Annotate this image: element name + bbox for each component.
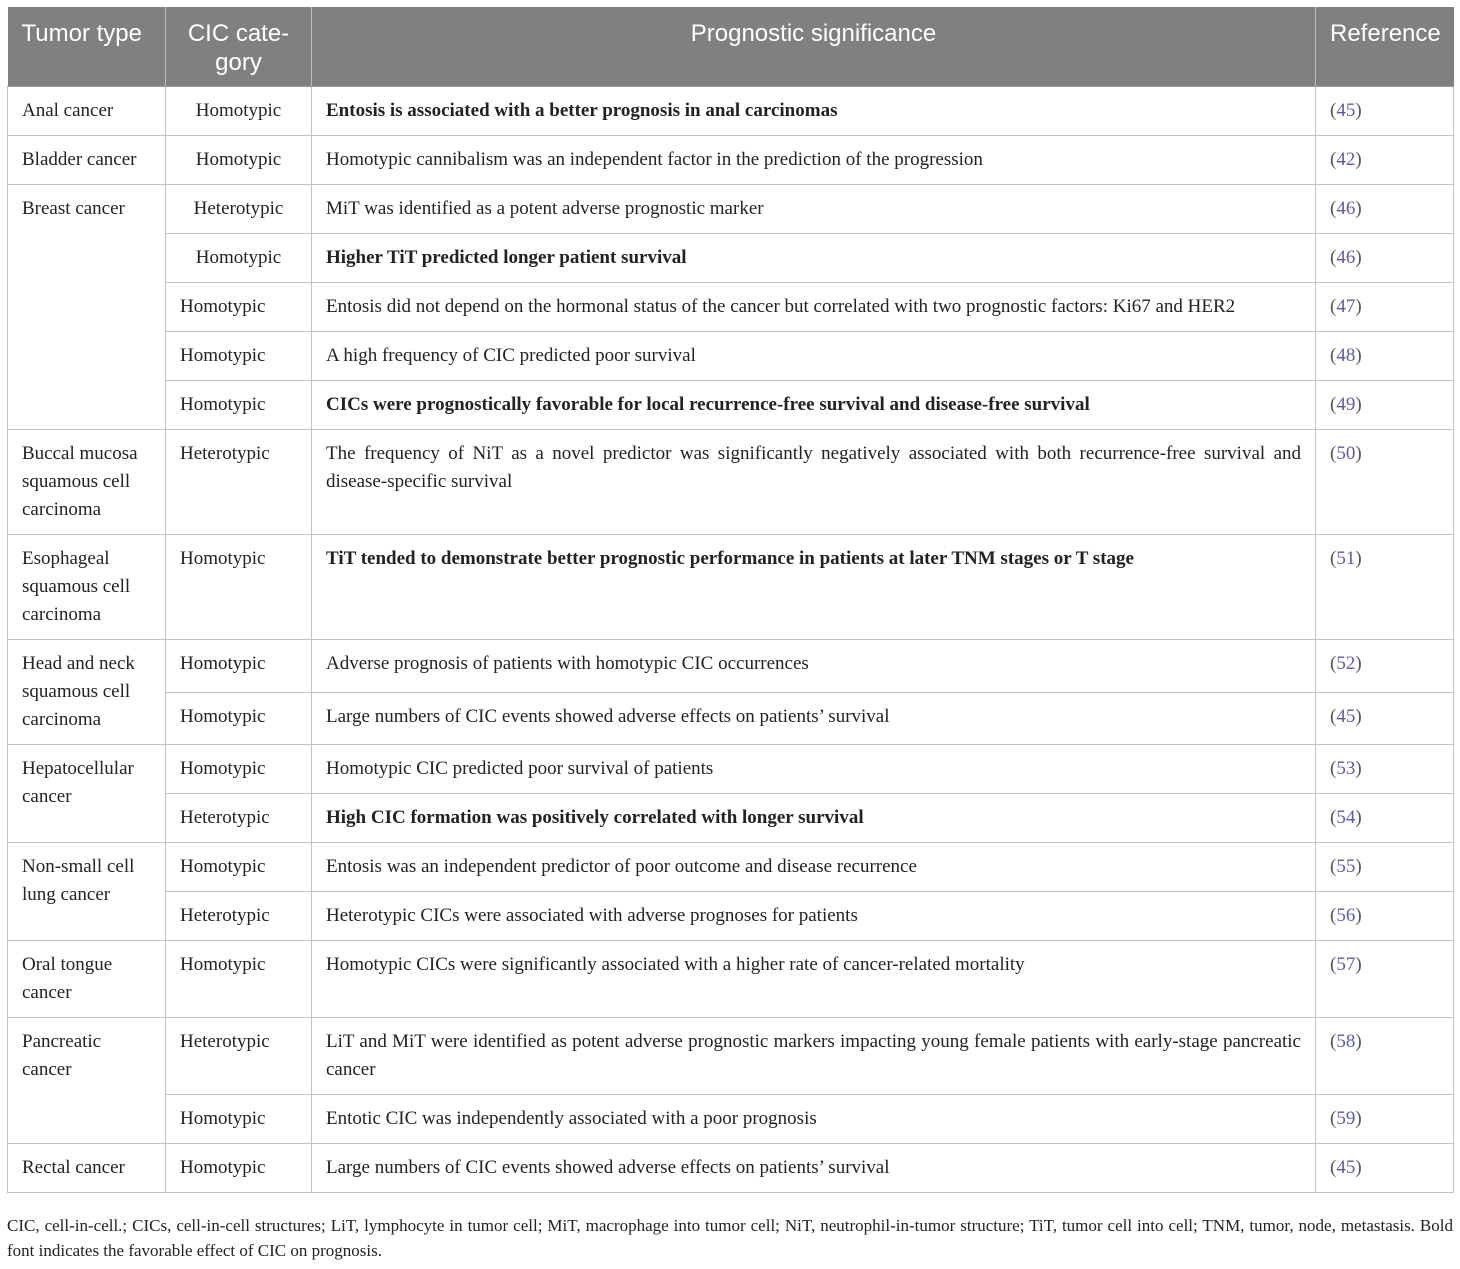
reference-close-paren: ) xyxy=(1355,548,1362,569)
table-row xyxy=(8,745,1454,794)
reference-close-paren: ) xyxy=(1355,705,1362,727)
prognostic-significance-cell: MiT was identified as a potent adverse prognostic marker xyxy=(312,185,1316,234)
reference-link[interactable]: 49 xyxy=(1336,394,1356,415)
table-row xyxy=(8,535,1454,640)
reference-open-paren: ( xyxy=(1330,807,1337,828)
prognostic-significance-cell: Higher TiT predicted longer patient survival xyxy=(312,234,1316,283)
cic-category-cell: Homotypic xyxy=(166,692,312,745)
reference-open-paren: ( xyxy=(1330,1157,1337,1178)
reference-open-paren: ( xyxy=(1330,705,1337,727)
reference-cell xyxy=(1316,430,1454,535)
cic-category-cell: Homotypic xyxy=(166,234,312,283)
reference-close-paren: ) xyxy=(1355,443,1362,464)
reference-open-paren: ( xyxy=(1330,548,1337,569)
reference-close-paren: ) xyxy=(1355,653,1362,674)
reference-link[interactable]: 58 xyxy=(1336,1031,1356,1052)
tumor-type-cell: Breast cancer xyxy=(8,185,166,430)
reference-close-paren: ) xyxy=(1355,1108,1362,1129)
reference-close-paren: ) xyxy=(1355,149,1362,170)
table-row xyxy=(8,640,1454,693)
cic-category-cell: Homotypic xyxy=(166,1144,312,1193)
tumor-type-cell: Pancreatic cancer xyxy=(8,1018,166,1144)
table-row xyxy=(8,1095,1454,1144)
reference-link[interactable]: 45 xyxy=(1336,1157,1356,1178)
table-body xyxy=(8,87,1454,1193)
cic-category-cell: Homotypic xyxy=(166,87,312,136)
reference-cell xyxy=(1316,941,1454,1018)
prognostic-significance-cell: High CIC formation was positively correlated with longer survival xyxy=(312,794,1316,843)
tumor-type-cell: Anal cancer xyxy=(8,87,166,136)
reference-open-paren: ( xyxy=(1330,198,1337,219)
reference-close-paren: ) xyxy=(1355,758,1362,779)
reference-close-paren: ) xyxy=(1355,1157,1362,1178)
cic-category-cell: Homotypic xyxy=(166,1095,312,1144)
reference-cell xyxy=(1316,332,1454,381)
table-row xyxy=(8,1018,1454,1095)
reference-cell xyxy=(1316,1018,1454,1095)
tumor-type-cell: Buccal mucosa squamous cell carcinoma xyxy=(8,430,166,535)
reference-open-paren: ( xyxy=(1330,296,1337,317)
reference-close-paren: ) xyxy=(1355,394,1362,415)
reference-open-paren: ( xyxy=(1330,100,1337,121)
cic-category-cell: Homotypic xyxy=(166,283,312,332)
reference-cell xyxy=(1316,1144,1454,1193)
reference-open-paren: ( xyxy=(1330,149,1337,170)
table-row xyxy=(8,430,1454,535)
reference-close-paren: ) xyxy=(1355,100,1362,121)
tumor-type-cell: Rectal cancer xyxy=(8,1144,166,1193)
reference-cell xyxy=(1316,640,1454,693)
reference-link[interactable]: 53 xyxy=(1336,758,1356,779)
reference-open-paren: ( xyxy=(1330,758,1337,779)
header-tumor-type: Tumor type xyxy=(8,7,166,87)
prognostic-significance-cell: Entotic CIC was independently associated with a poor prognosis xyxy=(312,1095,1316,1144)
reference-open-paren: ( xyxy=(1330,345,1337,366)
prognostic-significance-cell: Large numbers of CIC events showed adverse effects on patients’ survival xyxy=(312,692,1316,745)
tumor-type-cell: Non-small cell lung cancer xyxy=(8,843,166,941)
reference-open-paren: ( xyxy=(1330,443,1337,464)
cic-category-cell: Homotypic xyxy=(166,745,312,794)
cic-category-cell: Heterotypic xyxy=(166,185,312,234)
reference-cell xyxy=(1316,136,1454,185)
prognostic-significance-cell: LiT and MiT were identified as potent adverse prognostic markers impacting young female patients with early-stage pancreatic cancer xyxy=(312,1018,1316,1095)
tumor-type-cell: Hepatocellular cancer xyxy=(8,745,166,843)
prognostic-significance-cell: Entosis is associated with a better prognosis in anal carcinomas xyxy=(312,87,1316,136)
reference-open-paren: ( xyxy=(1330,653,1337,674)
reference-cell xyxy=(1316,234,1454,283)
cic-category-cell: Homotypic xyxy=(166,332,312,381)
reference-cell xyxy=(1316,843,1454,892)
reference-cell xyxy=(1316,87,1454,136)
reference-cell xyxy=(1316,1095,1454,1144)
reference-open-paren: ( xyxy=(1330,856,1337,877)
prognostic-significance-cell: Homotypic CIC predicted poor survival of patients xyxy=(312,745,1316,794)
prognostic-significance-cell: Entosis did not depend on the hormonal status of the cancer but correlated with two prognostic factors: Ki67 and HER2 xyxy=(312,283,1316,332)
tumor-type-cell: Bladder cancer xyxy=(8,136,166,185)
prognostic-significance-cell: Heterotypic CICs were associated with adverse prognoses for patients xyxy=(312,892,1316,941)
reference-link[interactable]: 54 xyxy=(1336,807,1356,828)
prognostic-significance-cell: The frequency of NiT as a novel predictor was significantly negatively associated with both recurrence-free survival and disease-specific survival xyxy=(312,430,1316,535)
reference-link[interactable]: 45 xyxy=(1336,705,1356,727)
reference-close-paren: ) xyxy=(1355,1031,1362,1052)
reference-link[interactable]: 48 xyxy=(1336,345,1356,366)
reference-cell xyxy=(1316,381,1454,430)
reference-open-paren: ( xyxy=(1330,1031,1337,1052)
cic-category-cell: Heterotypic xyxy=(166,892,312,941)
reference-link[interactable]: 55 xyxy=(1336,856,1356,877)
reference-cell xyxy=(1316,692,1454,745)
reference-link[interactable]: 57 xyxy=(1336,954,1356,975)
reference-cell xyxy=(1316,535,1454,640)
reference-open-paren: ( xyxy=(1330,394,1337,415)
reference-link[interactable]: 42 xyxy=(1336,149,1356,170)
reference-link[interactable]: 50 xyxy=(1336,443,1356,464)
cic-category-cell: Homotypic xyxy=(166,535,312,640)
cic-category-cell: Homotypic xyxy=(166,381,312,430)
reference-link[interactable]: 46 xyxy=(1336,247,1356,268)
reference-link[interactable]: 56 xyxy=(1336,905,1356,926)
table-row xyxy=(8,136,1454,185)
header-prognostic-significance: Prognostic significance xyxy=(312,7,1316,87)
tumor-type-cell: Oral tongue cancer xyxy=(8,941,166,1018)
cic-category-cell: Heterotypic xyxy=(166,430,312,535)
reference-open-paren: ( xyxy=(1330,1108,1337,1129)
table-footnote: CIC, cell-in-cell.; CICs, cell-in-cell structures; LiT, lymphocyte in tumor cell; MiT, macrophage into tumor cell; NiT, neutrophil-in-tumor structure; TiT, tumor cell into cell; TNM, tumor, node, metastasis. Bold font indicates the favorable effect of CIC on prognosis. xyxy=(7,1216,1453,1260)
tumor-type-cell: Head and neck squamous cell carcinoma xyxy=(8,640,166,745)
prognostic-significance-cell: Adverse prognosis of patients with homotypic CIC occurrences xyxy=(312,640,1316,693)
prognostic-significance-cell: A high frequency of CIC predicted poor survival xyxy=(312,332,1316,381)
reference-open-paren: ( xyxy=(1330,954,1337,975)
reference-close-paren: ) xyxy=(1355,198,1362,219)
prognostic-significance-cell: CICs were prognostically favorable for local recurrence-free survival and disease-free survival xyxy=(312,381,1316,430)
reference-close-paren: ) xyxy=(1355,905,1362,926)
reference-close-paren: ) xyxy=(1355,247,1362,268)
table-row xyxy=(8,1144,1454,1193)
table-row xyxy=(8,234,1454,283)
table-row xyxy=(8,941,1454,1018)
reference-link[interactable]: 59 xyxy=(1336,1108,1356,1129)
reference-close-paren: ) xyxy=(1355,807,1362,828)
table-row xyxy=(8,185,1454,234)
reference-cell xyxy=(1316,185,1454,234)
table-row xyxy=(8,87,1454,136)
reference-close-paren: ) xyxy=(1355,296,1362,317)
table-row xyxy=(8,283,1454,332)
table-row xyxy=(8,381,1454,430)
reference-cell xyxy=(1316,794,1454,843)
header-row xyxy=(8,7,1454,87)
table-row xyxy=(8,794,1454,843)
cic-category-cell: Homotypic xyxy=(166,136,312,185)
reference-cell xyxy=(1316,283,1454,332)
prognostic-significance-cell: Large numbers of CIC events showed adverse effects on patients’ survival xyxy=(312,1144,1316,1193)
table-row xyxy=(8,843,1454,892)
reference-open-paren: ( xyxy=(1330,247,1337,268)
reference-link[interactable]: 47 xyxy=(1336,296,1356,317)
cic-category-cell: Homotypic xyxy=(166,941,312,1018)
prognostic-significance-cell: Entosis was an independent predictor of poor outcome and disease recurrence xyxy=(312,843,1316,892)
reference-link[interactable]: 52 xyxy=(1336,653,1356,674)
table-row xyxy=(8,692,1454,745)
cic-category-cell: Homotypic xyxy=(166,843,312,892)
header-reference: Reference xyxy=(1316,7,1454,87)
reference-close-paren: ) xyxy=(1355,345,1362,366)
reference-link[interactable]: 51 xyxy=(1336,548,1356,569)
cic-category-cell: Heterotypic xyxy=(166,794,312,843)
prognosis-table xyxy=(7,7,1454,1193)
prognostic-significance-cell: TiT tended to demonstrate better prognostic performance in patients at later TNM stages or T stage xyxy=(312,535,1316,640)
reference-close-paren: ) xyxy=(1355,954,1362,975)
reference-close-paren: ) xyxy=(1355,856,1362,877)
reference-open-paren: ( xyxy=(1330,905,1337,926)
reference-link[interactable]: 46 xyxy=(1336,198,1356,219)
cic-category-cell: Heterotypic xyxy=(166,1018,312,1095)
table-row xyxy=(8,892,1454,941)
cic-category-cell: Homotypic xyxy=(166,640,312,693)
header-cic-category: CIC cate- gory xyxy=(166,7,312,87)
reference-cell xyxy=(1316,892,1454,941)
prognostic-significance-cell: Homotypic cannibalism was an independent factor in the prediction of the progression xyxy=(312,136,1316,185)
reference-cell xyxy=(1316,745,1454,794)
reference-link[interactable]: 45 xyxy=(1336,100,1356,121)
tumor-type-cell: Esophageal squamous cell carcinoma xyxy=(8,535,166,640)
table-row xyxy=(8,332,1454,381)
prognostic-significance-cell: Homotypic CICs were significantly associated with a higher rate of cancer-related mortality xyxy=(312,941,1316,1018)
